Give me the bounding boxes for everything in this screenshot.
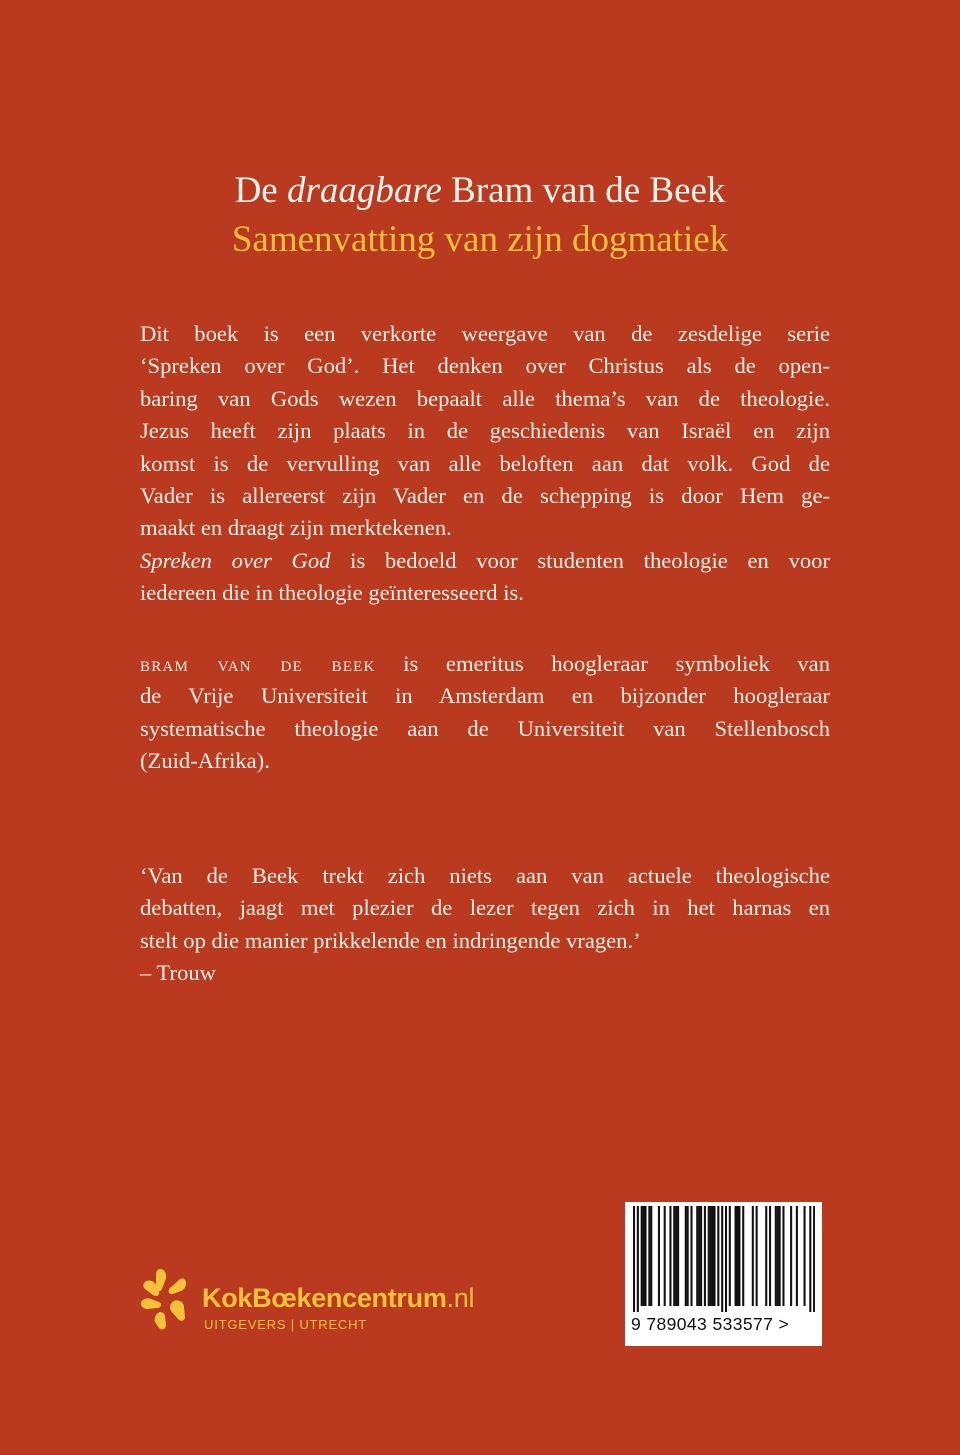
barcode-bar xyxy=(708,1206,710,1306)
review-quote xyxy=(140,860,830,990)
barcode-bar xyxy=(790,1206,792,1306)
barcode-bar xyxy=(687,1206,689,1306)
description-paragraph xyxy=(140,318,830,610)
author-name: bram van de beek xyxy=(140,651,376,676)
barcode-bar xyxy=(664,1206,666,1306)
barcode-bar xyxy=(685,1206,687,1306)
quote-source: – Trouw xyxy=(140,960,216,986)
description-line: iedereen die in theologie geïnteresseerd is. xyxy=(140,580,524,606)
title-block xyxy=(0,168,960,263)
barcode-bar xyxy=(696,1206,698,1306)
book-subtitle: Samenvatting van zijn dogmatiek xyxy=(231,219,729,260)
barcode-bar xyxy=(641,1206,643,1306)
barcode-bar xyxy=(637,1206,639,1312)
series-title: Spreken over God xyxy=(140,547,331,573)
barcode-bar xyxy=(735,1206,737,1306)
description-line: Vader is allereerst zijn Vader en de schepping is door Hem ge- xyxy=(140,483,830,509)
quote-line: debatten, jaagt met plezier de lezer tegen zich in het harnas en xyxy=(140,895,830,921)
barcode-bar xyxy=(769,1206,771,1306)
barcode-bar xyxy=(756,1206,758,1306)
title-prefix: De xyxy=(234,170,278,211)
publisher-tld: .nl xyxy=(446,1283,475,1313)
bio-line: de Vrije Universiteit in Amsterdam en bijzonder hoogleraar xyxy=(140,683,830,709)
barcode-bar xyxy=(658,1206,660,1306)
barcode-bar xyxy=(633,1206,635,1312)
star-burst-icon xyxy=(138,1265,192,1333)
title-emphasis: draagbare xyxy=(286,170,442,211)
barcode-bar xyxy=(712,1206,714,1306)
barcode-bar xyxy=(742,1206,744,1306)
publisher-name xyxy=(202,1283,474,1314)
description-line: baring van Gods wezen bepaalt alle thema’s van de theologie. xyxy=(140,385,830,411)
bio-line: (Zuid-Afrika). xyxy=(140,748,270,774)
barcode-bar xyxy=(796,1206,798,1306)
barcode-bar xyxy=(673,1206,675,1306)
barcode-bar xyxy=(779,1206,781,1306)
barcode-bar xyxy=(675,1206,677,1306)
author-bio xyxy=(140,648,830,778)
barcode-bar xyxy=(717,1206,719,1306)
barcode-bar xyxy=(725,1206,727,1312)
barcode-bar xyxy=(765,1206,767,1306)
quote-line: stelt op die manier prikkelende en indringende vragen.’ xyxy=(140,927,641,953)
bio-rest: is emeritus hoogleraar symboliek van xyxy=(375,651,830,676)
description-line: komst is de vervulling van alle beloften aan dat volk. God de xyxy=(140,450,830,476)
barcode-bar xyxy=(698,1206,700,1306)
series-line xyxy=(140,545,830,577)
barcode-bar xyxy=(690,1206,692,1306)
book-title xyxy=(0,168,960,214)
barcode-bar xyxy=(700,1206,702,1306)
barcode-bar xyxy=(644,1206,646,1306)
title-suffix: Bram van de Beek xyxy=(451,170,726,211)
barcode-bar xyxy=(738,1206,740,1306)
barcode-bar xyxy=(736,1206,738,1306)
isbn-barcode xyxy=(625,1202,822,1346)
barcode-bar xyxy=(669,1206,671,1306)
description-line: maakt en draagt zijn merktekenen. xyxy=(140,515,452,541)
description-line: Jezus heeft zijn plaats in de geschiedenis van Israël en zijn xyxy=(140,418,830,444)
barcode-bars xyxy=(633,1206,815,1312)
description-line: ‘Spreken over God’. Het denken over Christus als de open- xyxy=(140,353,830,379)
bio-line: systematische theologie aan de Universiteit van Stellenbosch xyxy=(140,715,830,741)
series-rest: is bedoeld voor studenten theologie en voor xyxy=(330,547,830,573)
publisher-logo xyxy=(138,1265,518,1345)
bio-line xyxy=(140,648,830,680)
barcode-bar xyxy=(704,1206,706,1306)
barcode-bar xyxy=(650,1206,652,1306)
barcode-bar xyxy=(648,1206,650,1306)
barcode-bar xyxy=(775,1206,777,1306)
barcode-bar xyxy=(813,1206,815,1312)
barcode-bar xyxy=(729,1206,731,1306)
barcode-bar xyxy=(721,1206,723,1312)
barcode-digits: 9 789043 533577 > xyxy=(631,1314,790,1334)
barcode-bar xyxy=(804,1206,806,1306)
description-line: Dit boek is een verkorte weergave van de zesdelige serie xyxy=(140,321,830,346)
quote-line: ‘Van de Beek trekt zich niets aan van actuele theologische xyxy=(140,863,830,888)
barcode-bar xyxy=(643,1206,645,1306)
publisher-name-main: KokBœkencentrum xyxy=(202,1283,447,1313)
barcode-bar xyxy=(677,1206,679,1306)
barcode-bar xyxy=(809,1206,811,1312)
publisher-tagline: UITGEVERS | UTRECHT xyxy=(204,1317,368,1332)
barcode-bar xyxy=(752,1206,754,1306)
barcode-bar xyxy=(710,1206,712,1306)
barcode-bar xyxy=(777,1206,779,1306)
barcode-bar xyxy=(782,1206,784,1306)
barcode-bar xyxy=(713,1206,715,1306)
